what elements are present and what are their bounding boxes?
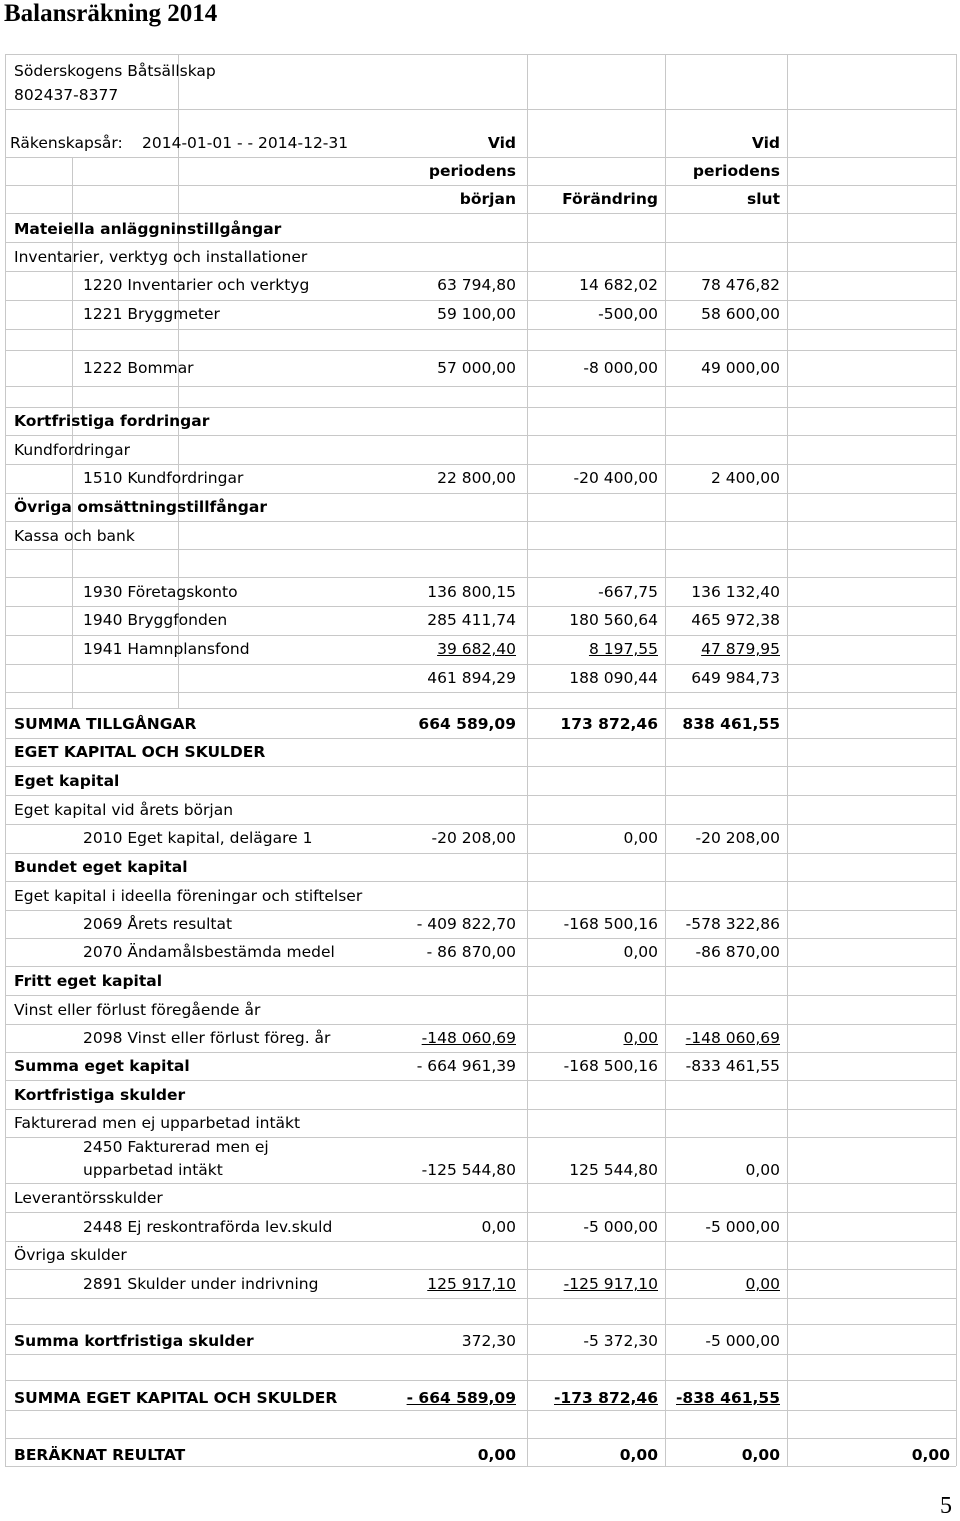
row-label: 2070 Ändamålsbestämda medel — [83, 943, 335, 961]
value-end: 136 132,40 — [691, 583, 780, 601]
page-title: Balansräkning 2014 — [4, 0, 218, 27]
row-label: 2891 Skulder under indrivning — [83, 1275, 319, 1293]
value-end: 838 461,55 — [682, 715, 780, 733]
row-label: BERÄKNAT REULTAT — [14, 1446, 186, 1464]
value-end: 2 400,00 — [710, 469, 780, 487]
value-end: 78 476,82 — [701, 276, 780, 294]
value-change: -5 000,00 — [583, 1218, 658, 1236]
row-label: 1940 Bryggfonden — [83, 611, 228, 629]
value-start: 285 411,74 — [427, 611, 516, 629]
row-label: Kortfristiga fordringar — [14, 412, 210, 430]
value-end: 0,00 — [745, 1161, 780, 1179]
row-label: Fritt eget kapital — [14, 972, 163, 990]
value-change: -20 400,00 — [573, 469, 658, 487]
row-label: Inventarier, verktyg och installationer — [14, 248, 308, 266]
value-change: -125 917,10 — [563, 1275, 658, 1293]
row-label: 1941 Hamnplansfond — [83, 640, 250, 658]
row-label: 1510 Kundfordringar — [83, 469, 244, 487]
value-change: -168 500,16 — [563, 915, 658, 933]
value-change: -8 000,00 — [583, 359, 658, 377]
value-end: -578 322,86 — [685, 915, 780, 933]
column-header-start: periodens — [428, 162, 516, 180]
value-start: -125 544,80 — [421, 1161, 516, 1179]
value-change: 0,00 — [623, 943, 658, 961]
value-change: -500,00 — [598, 305, 658, 323]
row-label: Eget kapital — [14, 772, 120, 790]
row-label: 2098 Vinst eller förlust föreg. år — [83, 1029, 331, 1047]
value-start: - 409 822,70 — [416, 915, 516, 933]
row-label: Eget kapital vid årets början — [14, 801, 234, 819]
row-label: Övriga skulder — [14, 1246, 127, 1264]
value-end: -20 208,00 — [695, 829, 780, 847]
value-change: 0,00 — [619, 1446, 658, 1464]
row-label: Bundet eget kapital — [14, 858, 188, 876]
row-label: Eget kapital i ideella föreningar och stiftelser — [14, 887, 363, 905]
value-end: 58 600,00 — [701, 305, 780, 323]
value-extra: 0,00 — [911, 1446, 950, 1464]
row-label: Kassa och bank — [14, 527, 135, 545]
value-end: 0,00 — [741, 1446, 780, 1464]
row-label: Summa kortfristiga skulder — [14, 1332, 254, 1350]
row-label: 1220 Inventarier och verktyg — [83, 276, 310, 294]
value-change: -5 372,30 — [583, 1332, 658, 1350]
row-label: 2448 Ej reskontraförda lev.skuld — [83, 1218, 333, 1236]
value-start: 39 682,40 — [437, 640, 516, 658]
value-change: 180 560,64 — [569, 611, 658, 629]
row-label: Fakturerad men ej upparbetad intäkt — [14, 1114, 301, 1132]
value-start: 136 800,15 — [427, 583, 516, 601]
column-header-change: Förändring — [562, 190, 658, 208]
row-label: SUMMA EGET KAPITAL OCH SKULDER — [14, 1389, 338, 1407]
row-label: Leverantörsskulder — [14, 1189, 163, 1207]
row-label: upparbetad intäkt — [83, 1161, 223, 1179]
value-end: 49 000,00 — [701, 359, 780, 377]
value-change: 8 197,55 — [588, 640, 658, 658]
value-change: -173 872,46 — [554, 1389, 658, 1407]
value-end: -5 000,00 — [705, 1218, 780, 1236]
row-label: 2450 Fakturerad men ej — [83, 1138, 269, 1156]
row-label: 2069 Årets resultat — [83, 915, 233, 933]
value-change: 188 090,44 — [569, 669, 658, 687]
row-label: Summa eget kapital — [14, 1057, 190, 1075]
row-label: Mateiella anläggninstillgångar — [14, 220, 282, 238]
fiscal-year-value: 2014-01-01 - - 2014-12-31 — [142, 134, 349, 152]
column-header-end: slut — [747, 190, 780, 208]
value-start: - 86 870,00 — [426, 943, 516, 961]
page-number: 5 — [940, 1493, 952, 1519]
row-label: 2010 Eget kapital, delägare 1 — [83, 829, 313, 847]
value-start: 0,00 — [481, 1218, 516, 1236]
value-start: - 664 961,39 — [416, 1057, 516, 1075]
fiscal-year-label: Räkenskapsår: — [10, 134, 123, 152]
value-start: -148 060,69 — [421, 1029, 516, 1047]
column-header-start: Vid — [487, 134, 516, 152]
value-end: 47 879,95 — [701, 640, 780, 658]
value-end: -5 000,00 — [705, 1332, 780, 1350]
value-change: 0,00 — [623, 1029, 658, 1047]
value-change: 14 682,02 — [579, 276, 658, 294]
value-change: 0,00 — [623, 829, 658, 847]
value-start: 63 794,80 — [437, 276, 516, 294]
org-name: Söderskogens Båtsällskap — [14, 62, 216, 80]
value-start: 22 800,00 — [437, 469, 516, 487]
value-end: -148 060,69 — [685, 1029, 780, 1047]
value-change: -667,75 — [598, 583, 658, 601]
value-start: 461 894,29 — [427, 669, 516, 687]
column-header-end: periodens — [692, 162, 780, 180]
value-end: 465 972,38 — [691, 611, 780, 629]
value-change: 173 872,46 — [560, 715, 658, 733]
row-label: Kundfordringar — [14, 441, 130, 459]
value-start: 59 100,00 — [437, 305, 516, 323]
value-start: -20 208,00 — [431, 829, 516, 847]
row-label: EGET KAPITAL OCH SKULDER — [14, 743, 266, 761]
value-change: 125 544,80 — [569, 1161, 658, 1179]
value-end: 0,00 — [745, 1275, 780, 1293]
row-label: 1222 Bommar — [83, 359, 194, 377]
column-header-end: Vid — [751, 134, 780, 152]
value-start: - 664 589,09 — [406, 1389, 516, 1407]
value-start: 372,30 — [461, 1332, 516, 1350]
value-end: 649 984,73 — [691, 669, 780, 687]
row-label: Vinst eller förlust föregående år — [14, 1001, 261, 1019]
row-label: Kortfristiga skulder — [14, 1086, 186, 1104]
value-end: -838 461,55 — [676, 1389, 780, 1407]
value-end: -833 461,55 — [685, 1057, 780, 1075]
value-start: 57 000,00 — [437, 359, 516, 377]
org-number: 802437-8377 — [14, 86, 119, 104]
row-label: SUMMA TILLGÅNGAR — [14, 715, 197, 733]
row-label: 1930 Företagskonto — [83, 583, 238, 601]
value-start: 0,00 — [477, 1446, 516, 1464]
value-start: 125 917,10 — [427, 1275, 516, 1293]
value-change: -168 500,16 — [563, 1057, 658, 1075]
column-header-start: början — [459, 190, 516, 208]
row-label: Övriga omsättningstillfångar — [14, 498, 267, 516]
row-label: 1221 Bryggmeter — [83, 305, 220, 323]
value-start: 664 589,09 — [418, 715, 516, 733]
value-end: -86 870,00 — [695, 943, 780, 961]
